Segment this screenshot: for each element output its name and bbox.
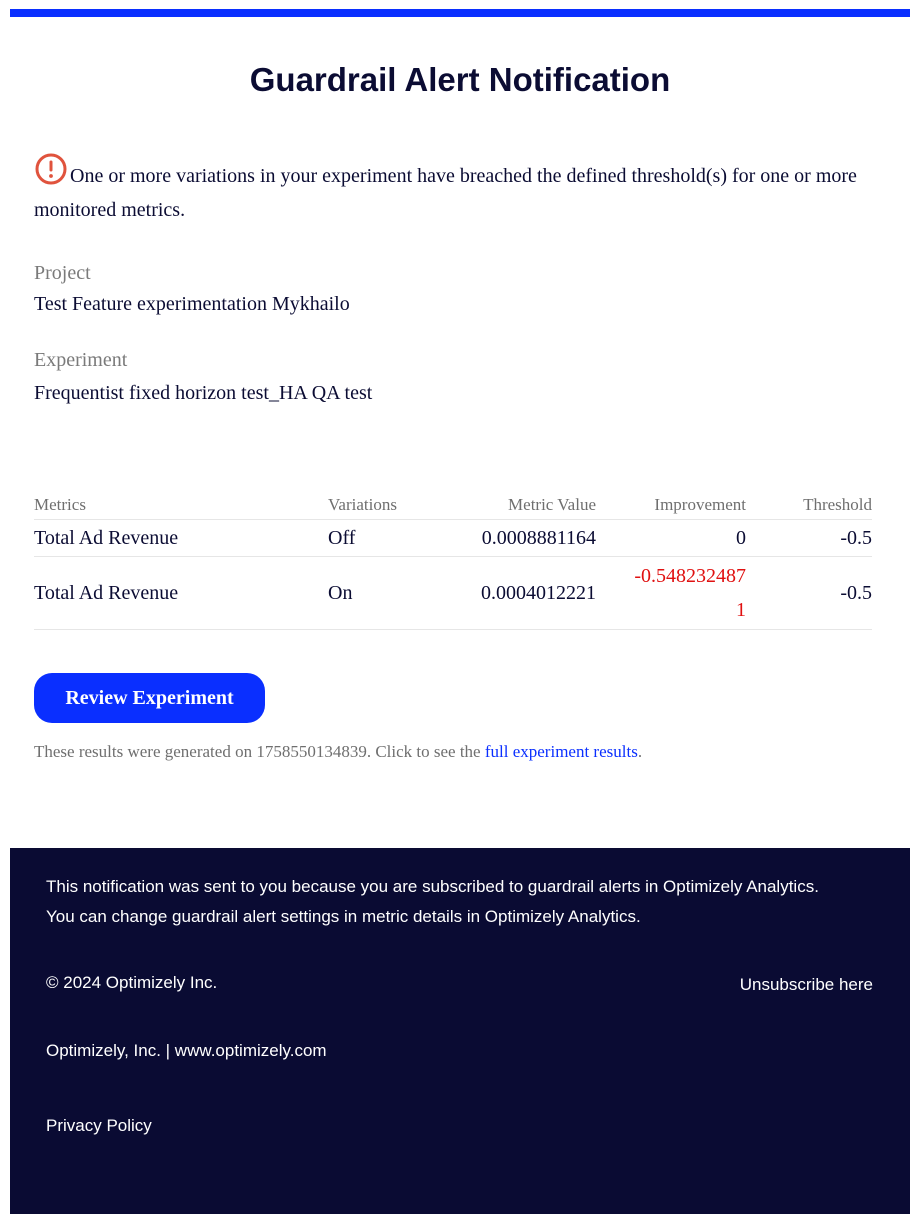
experiment-name: Frequentist fixed horizon test_HA QA test bbox=[34, 382, 373, 404]
top-accent-bar bbox=[10, 9, 910, 17]
alert-message bbox=[34, 152, 874, 227]
header-metrics: Metrics bbox=[34, 490, 328, 520]
alert-text: One or more variations in your experiment have breached the defined threshold(s) for one or more monitored metrics. bbox=[34, 165, 857, 221]
improvement-cell bbox=[596, 557, 746, 630]
full-results-link[interactable]: full experiment results bbox=[484, 742, 638, 761]
unsubscribe-link[interactable]: Unsubscribe here bbox=[739, 975, 873, 994]
metric-cell: Total Ad Revenue bbox=[34, 557, 328, 630]
footer-copyright: © 2024 Optimizely Inc. bbox=[46, 973, 218, 992]
threshold-cell: -0.5 bbox=[746, 520, 872, 557]
footer-notice-line2: You can change guardrail alert settings in metric details in Optimizely Analytics. bbox=[46, 907, 641, 926]
footer-notice bbox=[46, 872, 886, 932]
footer-company: Optimizely, Inc. | www.optimizely.com bbox=[46, 1041, 327, 1060]
footer bbox=[10, 848, 910, 1214]
improvement-cell: 0 bbox=[596, 520, 746, 557]
metric-cell: Total Ad Revenue bbox=[34, 520, 328, 557]
project-label: Project bbox=[34, 262, 91, 284]
generated-suffix: . bbox=[637, 742, 643, 761]
review-experiment-button[interactable]: Review Experiment bbox=[34, 673, 265, 723]
alert-circle-icon bbox=[34, 152, 68, 186]
table-header-row bbox=[34, 490, 872, 520]
threshold-cell: -0.5 bbox=[746, 557, 872, 630]
project-name: Test Feature experimentation Mykhailo bbox=[34, 293, 350, 315]
experiment-label: Experiment bbox=[34, 349, 128, 371]
variation-cell: On bbox=[328, 557, 418, 630]
generated-text: These results were generated on 1758550134839. Click to see the bbox=[34, 742, 485, 761]
improvement-value: -0.548232487 bbox=[634, 565, 746, 587]
header-variations: Variations bbox=[328, 490, 418, 520]
footer-notice-line1: This notification was sent to you because you are subscribed to guardrail alerts in Optimizely Analytics. bbox=[46, 877, 819, 896]
header-threshold: Threshold bbox=[746, 490, 872, 520]
privacy-policy-link[interactable]: Privacy Policy bbox=[46, 1116, 152, 1135]
generated-note bbox=[34, 742, 642, 762]
variation-cell: Off bbox=[328, 520, 418, 557]
header-improvement: Improvement bbox=[596, 490, 746, 520]
table-row bbox=[34, 520, 872, 557]
metric-value-cell: 0.0008881164 bbox=[418, 520, 596, 557]
metric-value-cell: 0.0004012221 bbox=[418, 557, 596, 630]
improvement-value-cont: 1 bbox=[736, 599, 746, 621]
page-title: Guardrail Alert Notification bbox=[249, 61, 671, 98]
metrics-table bbox=[34, 490, 872, 630]
header-metric-value: Metric Value bbox=[418, 490, 596, 520]
table-row bbox=[34, 557, 872, 630]
